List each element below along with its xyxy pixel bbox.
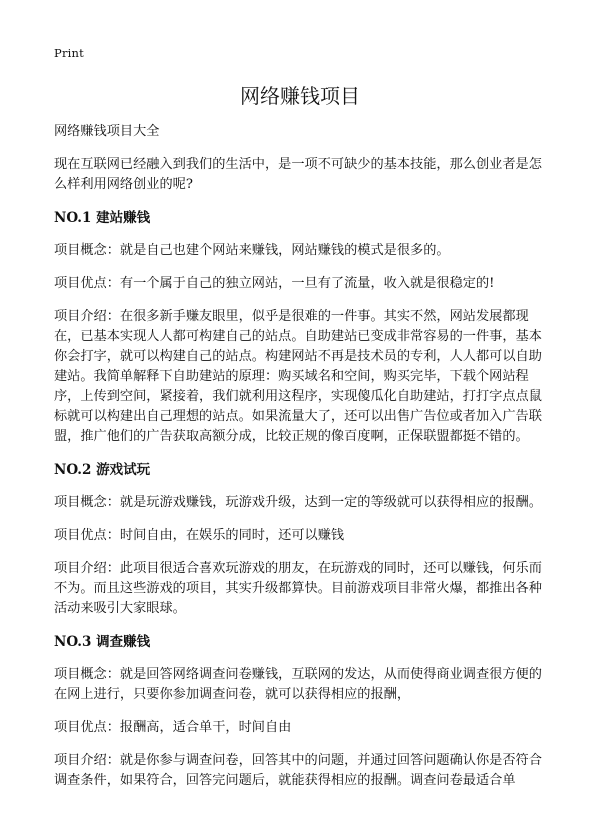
section-2-concept: 项目概念：就是玩游戏赚钱，玩游戏升级，达到一定的等级就可以获得相应的报酬。 xyxy=(54,495,542,510)
section-1-concept: 项目概念：就是自己也建个网站来赚钱，网站赚钱的模式是很多的。 xyxy=(54,243,450,258)
section-1-intro: 项目介绍：在很多新手赚友眼里，似乎是很难的一件事。其实不然，网站发展都现在，已基本实现人人都可构建自己的站点。自助建站已变成非常容易的一件事，基本你会打字，就可以构建自己的站点。构建网站不再是技术员的专利，人人都可以自助建站。我简单解释下自助建站的原理：购买域名和空间，购买完毕，下载个网站程序，上传到空间，紧接着，我们就利用这程序，实现傻瓜化自助建站，打打字点点鼠标就可以构建出自己理想的站点。如果流量大了，还可以出售广告位或者加入广告联盟，推广他们的广告获取高额分成，比较正规的像百度啊，正保联盟都挺不错的。 xyxy=(54,309,542,444)
section-2-advantage: 项目优点：时间自由，在娱乐的同时，还可以赚钱 xyxy=(54,528,345,543)
article-subtitle: 网络赚钱项目大全 xyxy=(54,124,160,139)
intro-paragraph: 现在互联网已经融入到我们的生活中，是一项不可缺少的基本技能，那么创业者是怎么样利用网络创业的呢? xyxy=(54,157,542,192)
section-2-intro: 项目介绍：此项目很适合喜欢玩游戏的朋友，在玩游戏的同时，还可以赚钱，何乐而不为。而且这些游戏的项目，其实升级都算快。目前游戏项目非常火爆，都推出各种活动来吸引大家眼球。 xyxy=(54,561,542,616)
section-3-intro: 项目介绍：就是你参与调查问卷，回答其中的问题，并通过回答问题确认你是否符合调查条件，如果符合，回答完问题后，就能获得相应的报酬。调查问卷最适合单 xyxy=(54,753,542,788)
section-heading-3: NO.3 调查赚钱 xyxy=(54,634,151,650)
section-heading-1: NO.1 建站赚钱 xyxy=(54,210,151,226)
section-1-advantage: 项目优点：有一个属于自己的独立网站，一旦有了流量，收入就是很稳定的! xyxy=(54,276,495,291)
page-title: 网络赚钱项目 xyxy=(240,84,360,108)
article-body xyxy=(54,122,546,804)
section-3-concept: 项目概念：就是回答网络调查问卷赚钱，互联网的发达，从而使得商业调查很方便的在网上进行，只要你参加调查问卷，就可以获得相应的报酬， xyxy=(54,667,542,702)
section-heading-2: NO.2 游戏试玩 xyxy=(54,462,151,478)
print-link[interactable]: Print xyxy=(54,46,84,60)
section-3-advantage: 项目优点：报酬高，适合单干，时间自由 xyxy=(54,720,292,735)
